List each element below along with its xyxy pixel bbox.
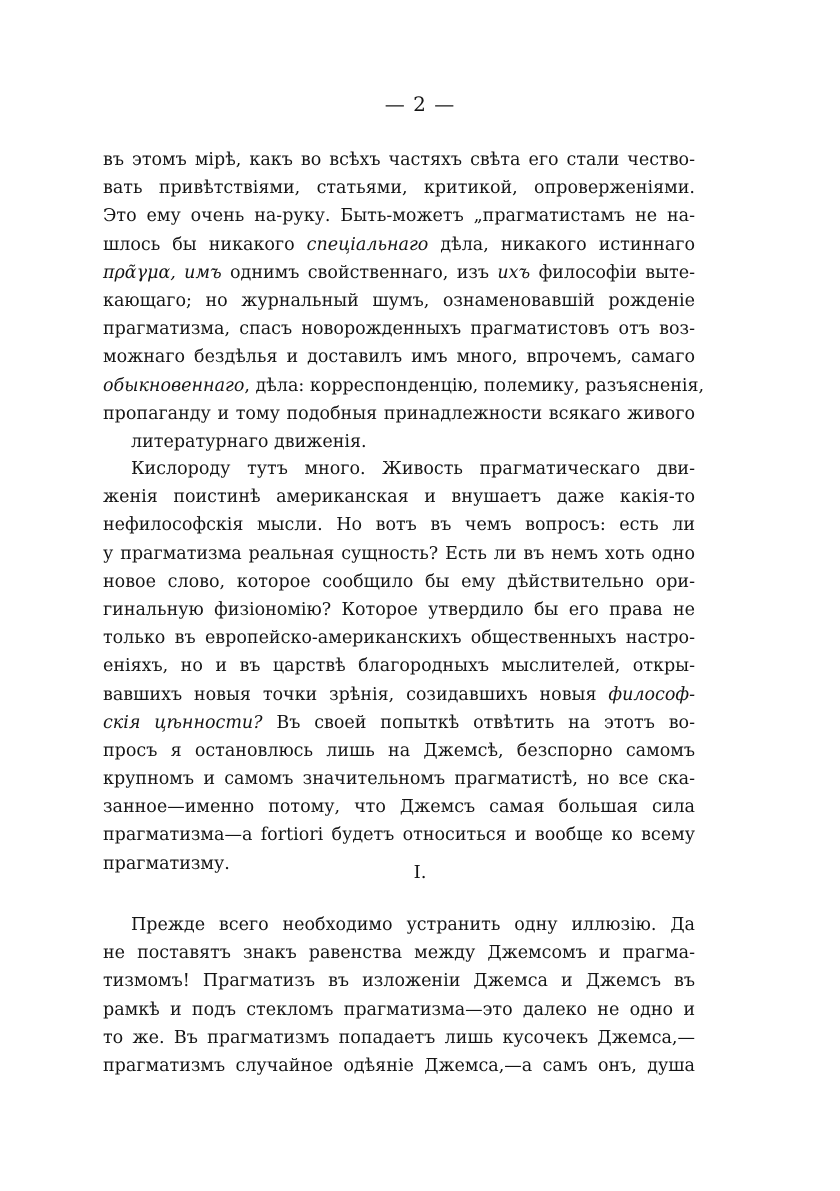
- text-line: кающаго; но журнальный шумъ, ознаменовавшій рожденіе: [103, 290, 695, 311]
- text-line: крупномъ и самомъ значительномъ прагматистѣ, но все ска-: [103, 769, 695, 790]
- text-line: пропаганду и тому подобныя принадлежности всякаго живого: [103, 403, 695, 424]
- text-line: только въ европейско-американскихъ общественныхъ настро-: [103, 628, 695, 649]
- paragraph-2: [103, 455, 695, 878]
- text-line: Кислороду тутъ много. Живость прагматическаго дви-: [131, 459, 695, 479]
- text-line: πρᾶγμα, имъ однимъ свойственнаго, изъ ихъ философіи выте-: [103, 262, 695, 283]
- page-number: — 2 —: [384, 92, 456, 116]
- text-line: новое слово, которое сообщило бы ему дѣйствительно ори-: [103, 571, 695, 592]
- text-line: скія цѣнности? Въ своей попыткѣ отвѣтить на этотъ во-: [103, 712, 695, 733]
- text-line: занное—именно потому, что Джемсъ самая большая сила: [103, 797, 695, 818]
- text-line: прагматизма—a fortiori будетъ относиться и вообще ко всему: [103, 825, 695, 846]
- text-line: вать привѣтствіями, статьями, критикой, опроверженіями.: [103, 178, 695, 199]
- text-line: прагматизмъ случайное одѣяніе Джемса,—а самъ онъ, душа: [103, 1055, 695, 1076]
- text-line: можнаго бездѣлья и доставилъ имъ много, впрочемъ, самаго: [103, 347, 695, 368]
- text-line: просъ я остановлюсь лишь на Джемсѣ, безспорно самомъ: [103, 740, 695, 761]
- text-line: Прежде всего необходимо устранить одну иллюзію. Да: [131, 915, 695, 935]
- text-line: вавшихъ новыя точки зрѣнія, созидавшихъ новыя философ-: [103, 684, 695, 705]
- text-line: въ этомъ мірѣ, какъ во всѣхъ частяхъ свѣта его стали чество-: [103, 150, 695, 170]
- text-line: шлось бы никакого спеціальнаго дѣла, никакого истиннаго: [103, 234, 695, 255]
- text-line: нефилософскія мысли. Но вотъ въ чемъ вопросъ: есть ли: [103, 515, 695, 536]
- paragraph-3: [103, 911, 695, 1080]
- text-line: тизмомъ! Прагматизъ въ изложеніи Джемса и Джемсъ въ: [103, 971, 695, 992]
- text-line: Это ему очень на-руку. Быть-можетъ „прагматистамъ не на-: [103, 206, 695, 227]
- paragraph-1: [103, 146, 705, 456]
- text-line: не поставятъ знакъ равенства между Джемсомъ и прагма-: [103, 943, 695, 964]
- section-heading: I.: [413, 862, 427, 883]
- text-line: еніяхъ, но и въ царствѣ благородныхъ мыслителей, откры-: [103, 656, 695, 677]
- text-line: прагматизма, спасъ новорожденныхъ прагматистовъ отъ воз-: [103, 319, 695, 340]
- text-line: то же. Въ прагматизмъ попадаетъ лишь кусочекъ Джемса,—: [103, 1027, 695, 1048]
- text-line: у прагматизма реальная сущность? Есть ли въ немъ хоть одно: [103, 543, 695, 564]
- text-line: прагматизму.: [103, 853, 230, 874]
- text-line: гинальную физіономію? Которое утвердило бы его права не: [103, 599, 695, 620]
- text-line: женія поистинѣ американская и внушаетъ даже какія-то: [103, 487, 695, 508]
- text-line: обыкновеннаго, дѣла: корреспонденцію, полемику, разъясненія,: [103, 375, 705, 396]
- text-line: литературнаго движенія.: [131, 431, 367, 452]
- text-line: рамкѣ и подъ стекломъ прагматизма—это далеко не одно и: [103, 999, 695, 1020]
